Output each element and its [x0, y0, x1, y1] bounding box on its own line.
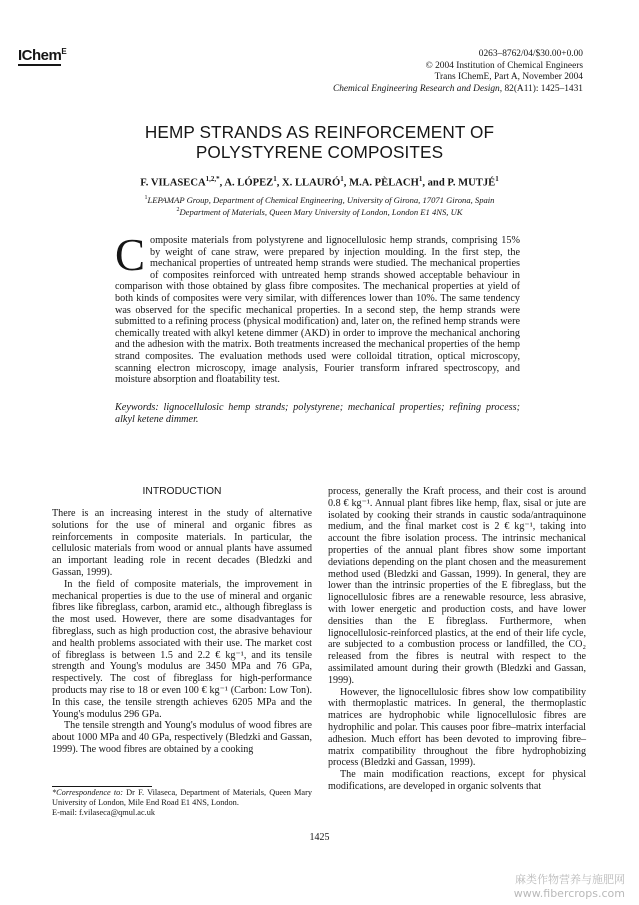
page-number: 1425 — [309, 832, 330, 843]
journal-citation — [253, 84, 583, 96]
title-line: HEMP STRANDS AS REINFORCEMENT OF — [144, 122, 495, 142]
right-column — [328, 486, 586, 793]
affiliation — [0, 205, 639, 217]
ichem-logo — [18, 47, 66, 64]
abstract-dropcap: C — [115, 230, 146, 280]
watermark — [514, 873, 625, 901]
paragraph: process, generally the Kraft process, and their cost is around 0.8 € kg⁻¹. Annual plant fibres like hemp, flax, sisal or jute are isolated by cooking their strands in caustic soda/antraquinone medium, and the final market cost is 2 € kg⁻¹, taking into account the fibre isolation process. The intrinsic mechanical properties of the annual plant fibres show some important deviations depending on the plant chosen and the measurement method used (Bledzki and Gassan, 1999). In general, they are lower than the intrinsic properties of the E fibreglass, but the lignocellulosic fibres are a renewable resource, less abrasive, with lower energetic and production costs, and have lower densities than the E fibreglass. Furthermore, when lignocellulosic-reinforced plastics, at the end of their life cycle, are subjected to a combustion process or landfilled, the CO₂ released from the fibres is neutral with respect to the assimilated amount during their growth (Bledzki and Gassan, 1999). — [328, 486, 586, 686]
affiliations — [0, 193, 639, 217]
paragraph: However, the lignocellulosic fibres show low compatibility with thermoplastic matrices. In general, the thermoplastic matrices are hydrophobic while lignocellulosic fibres are hydrophilic and polar. This causes poor fibre–matrix interfacial adhesion. Much effort has been devoted to improving fibre–matrix compatibility throughout the fibre hydrophobizing process (Bledzki and Gassan, 1999). — [328, 686, 586, 769]
journal-name: Chemical Engineering Research and Design, — [332, 83, 503, 94]
paragraph: There is an increasing interest in the study of alternative solutions for the use of mineral and organic fibres as reinforcements in composite materials. In particular, the cellulosic materials from wood or annual plants have assumed an important leading role in recent decades (Bledzki and Gassan, 1999). — [52, 508, 312, 578]
paper-title — [0, 122, 639, 162]
affiliation-sup: 2 — [176, 206, 180, 213]
author-name: P. MUTJÉ — [447, 177, 496, 189]
author-affil-sup: 1 — [273, 175, 277, 183]
author-name: A. LÓPEZ — [224, 177, 274, 189]
author-sep: , — [276, 177, 282, 189]
affiliation-sup: 1 — [144, 195, 148, 201]
author-name: X. LLAURÓ — [282, 177, 341, 189]
footnote-text: Dr F. Vilaseca, Department of Materials, Queen Mary University of London, Mile End Road E1 4NS, London. — [52, 788, 312, 807]
footnote-label: *Correspondence to: — [52, 788, 124, 797]
footnote-body — [52, 788, 312, 808]
logo-sup: E — [61, 47, 67, 56]
paragraph: The tensile strength and Young's modulus of wood fibres are about 1000 MPa and 40 GPa, respectively (Bledzki and Gassan, 1999). The wood fibres are obtained by a cooking — [52, 720, 312, 755]
footnote-email: E-mail: f.vilaseca@qmul.ac.uk — [52, 807, 156, 817]
author-affil-sup: 1 — [340, 175, 344, 183]
journal-line: Trans IChemE, Part A, November 2004 — [434, 72, 583, 82]
author-affil-sup: 1 — [495, 175, 499, 183]
affiliation — [0, 193, 639, 205]
author-list — [0, 175, 639, 189]
author-name: F. VILASECA — [140, 177, 206, 189]
correspondence-footnote — [52, 788, 312, 817]
author-affil-sup: 1 — [418, 175, 423, 183]
affiliation-text: LEPAMAP Group, Department of Chemical Engineering, University of Girona, 17071 Girona, Spain — [147, 194, 495, 205]
abstract-text: omposite materials from polystyrene and lignocellulosic hemp strands, comprising 15% by weight of cane straw, were prepared by injection moulding. In the first step, the mechanical properties of untreated hemp strands were studied. The mechanical properties of composites reinforced with untreated hemp strands showed acceptable behaviour in comparison with those obtained by glass fibre composites. The mechanical properties at yield of both kinds of composites were very similar, with differences lower than 10%. The same tendency was observed for the specific mechanical properties. In a second step, the hemp strands were submitted to a refining process (physical modification) and, later on, the refined hemp strands were chemically treated with alkyl ketene dimmer (AKD) in order to improve the mechanical anchoring and the adhesion with the matrix. Both treatments increased the mechanical properties of the hemp strand composites. The evaluation methods used were colloidal titration, optical microscopy, scanning electron microscopy, image analysis, Fourier transform infrared spectroscopy, and moisture absorption and floatability test. — [115, 235, 520, 386]
title-line: POLYSTYRENE COMPOSITES — [195, 142, 444, 162]
logo-text: IChem — [18, 47, 62, 64]
author-sep: , — [343, 177, 350, 189]
watermark-line: 麻类作物营养与施肥网 — [515, 873, 625, 886]
affiliation-text: Department of Materials, Queen Mary University of London, London E1 4NS, UK — [179, 206, 463, 217]
author-affil-sup: 1,2,* — [205, 175, 220, 183]
author-name: M.A. PÈLACH — [349, 177, 419, 189]
author-sep: , — [219, 177, 225, 189]
author-sep: , and — [422, 177, 448, 189]
left-column — [52, 508, 312, 756]
paragraph: The main modification reactions, except for physical modifications, are developed in organic solvents that — [328, 769, 586, 792]
footnote-rule — [52, 786, 152, 787]
journal-info — [253, 49, 583, 95]
paragraph: In the field of composite materials, the improvement in mechanical properties is due to the use of mineral and organic fibres like fibreglass, carbon, aramid etc., although fibreglass is the most used. However, there are some disadvantages for fibreglass, such as high production cost, the abrasive behaviour and health problems associated with their use. The market cost of fibreglass is between 1.5 and 2.2 € kg⁻¹, and its tensile strength and Young's modulus are 3450 MPa and 76 GPa, respectively. The cost of fibreglass for high-performance products may rise to 18 or even 100 € kg⁻¹ (Carbon: Low Ton). In this case, the tensile strength achieves 6205 MPa and the Young's modulus 296 GPa. — [52, 578, 312, 720]
section-heading: INTRODUCTION — [142, 486, 222, 497]
abstract — [115, 230, 520, 386]
journal-line: © 2004 Institution of Chemical Engineers — [425, 60, 583, 71]
journal-line: 0263–8762/04/$30.00+0.00 — [478, 49, 583, 59]
keywords: Keywords: lignocellulosic hemp strands; polystyrene; mechanical properties; refining process; alkyl ketene dimmer. — [115, 402, 520, 425]
journal-ref: 82(A11): 1425–1431 — [502, 83, 583, 94]
watermark-line: www.fibercrops.com — [513, 887, 625, 900]
